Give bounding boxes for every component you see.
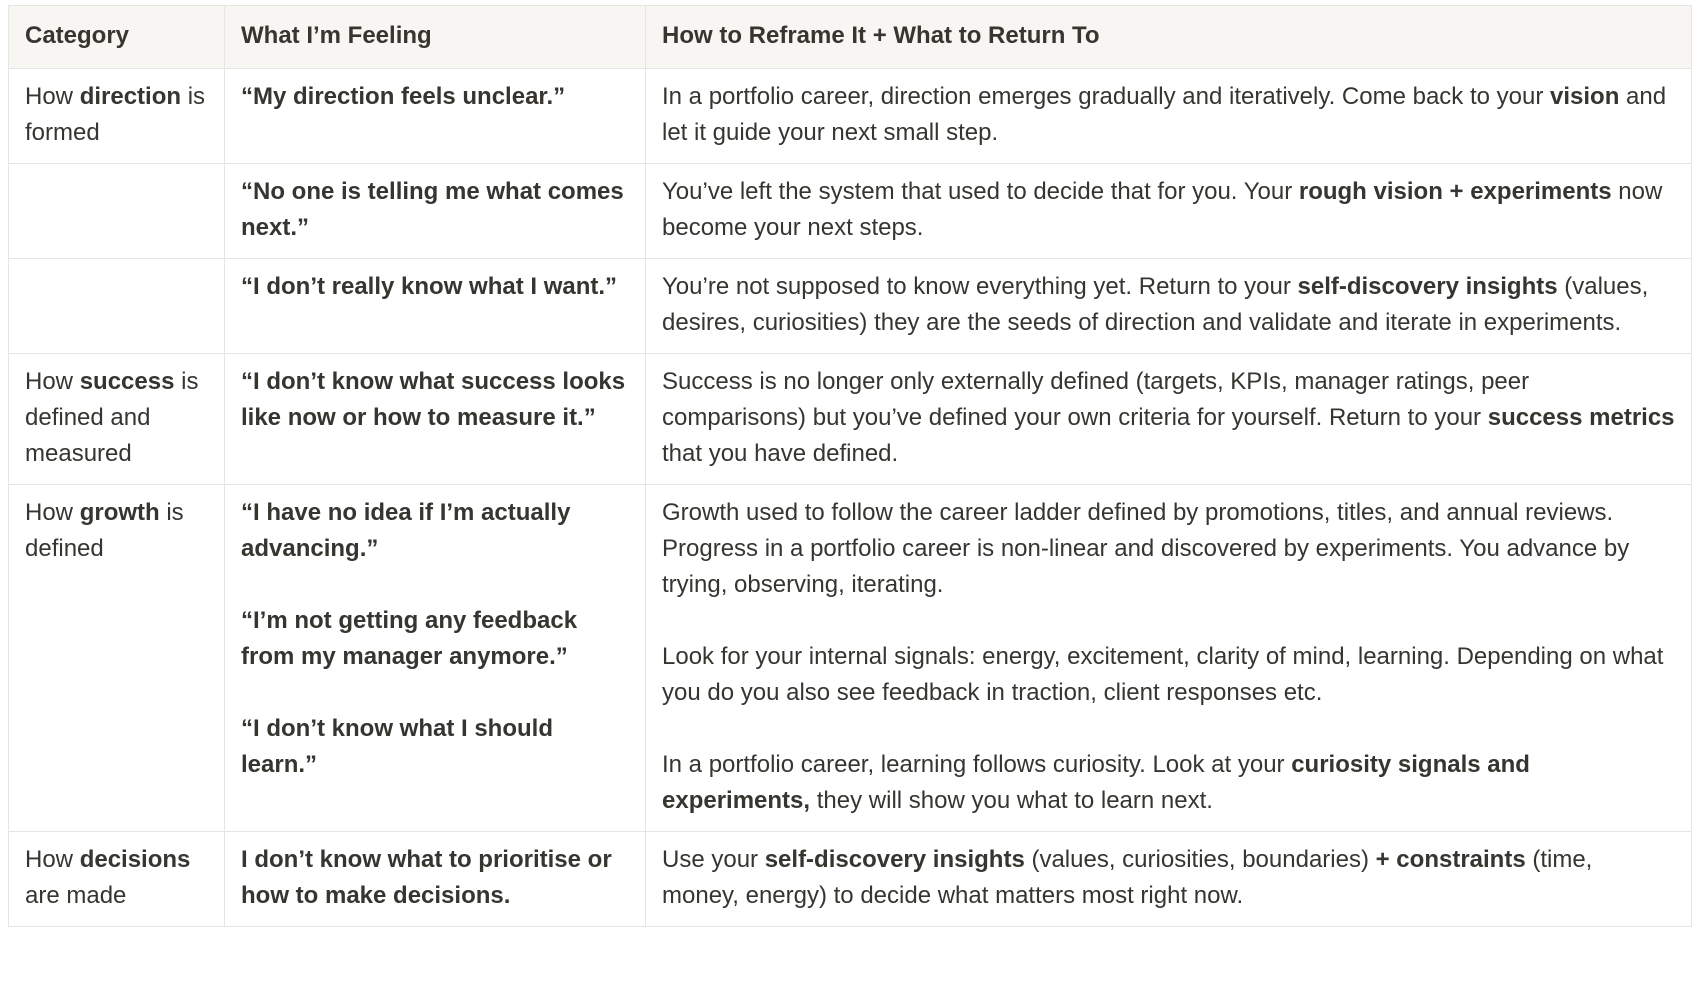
feeling-cell	[225, 354, 646, 485]
feeling-cell	[225, 259, 646, 354]
category-text: How	[25, 846, 80, 873]
reframe-keyword: + constraints	[1375, 846, 1526, 873]
feeling-cell	[225, 485, 646, 832]
reframe-text: Use your	[662, 846, 765, 873]
category-text: How	[25, 83, 80, 110]
reframe-cell	[646, 485, 1692, 832]
reframe-cell	[646, 354, 1692, 485]
reframe-paragraph	[662, 174, 1675, 246]
category-cell	[9, 69, 225, 164]
category-cell	[9, 259, 225, 354]
reframe-text: (values, desires, curiosities) they are the seeds of direction and validate and iterate in experiments.	[662, 273, 1649, 336]
reframe-text: In a portfolio career, learning follows curiosity. Look at your	[662, 751, 1292, 778]
feeling-cell	[225, 164, 646, 259]
reframe-text: now become your next steps.	[662, 178, 1663, 241]
header-category: Category	[9, 6, 225, 69]
reframe-paragraph	[662, 269, 1675, 341]
reframe-keyword: self-discovery insights	[1297, 273, 1558, 300]
category-text: is defined and measured	[25, 368, 199, 467]
reframe-text: they will show you what to learn next.	[810, 787, 1213, 814]
reframe-cell	[646, 69, 1692, 164]
feeling-quote: “No one is telling me what comes next.”	[241, 178, 624, 241]
reframe-paragraph	[662, 364, 1675, 472]
feeling-quote: “I don’t really know what I want.”	[241, 273, 618, 300]
feeling-quote: “My direction feels unclear.”	[241, 83, 566, 110]
reframe-text: You’ve left the system that used to decide that for you. Your	[662, 178, 1299, 205]
table-row	[9, 354, 1692, 485]
reframe-keyword: vision	[1550, 83, 1620, 110]
feeling-quote: I don’t know what to prioritise or how to make decisions.	[241, 846, 612, 909]
category-keyword: growth	[79, 499, 160, 526]
reframe-table	[8, 5, 1692, 927]
category-cell	[9, 164, 225, 259]
reframe-text: (time, money, energy) to decide what matters most right now.	[662, 846, 1593, 909]
category-cell	[9, 832, 225, 927]
category-cell	[9, 354, 225, 485]
reframe-text: In a portfolio career, direction emerges gradually and iteratively. Come back to your	[662, 83, 1550, 110]
reframe-paragraph	[662, 639, 1675, 711]
reframe-paragraph	[662, 495, 1675, 603]
table-row	[9, 259, 1692, 354]
category-text: are made	[25, 882, 127, 909]
reframe-paragraph	[662, 842, 1675, 914]
feeling-cell	[225, 832, 646, 927]
category-text: is defined	[25, 499, 184, 562]
table-row	[9, 69, 1692, 164]
feeling-quote: “I don’t know what success looks like now or how to measure it.”	[241, 368, 626, 431]
category-text: How	[25, 368, 80, 395]
reframe-paragraph	[662, 747, 1675, 819]
reframe-cell	[646, 164, 1692, 259]
reframe-keyword: self-discovery insights	[764, 846, 1025, 873]
reframe-text: You’re not supposed to know everything yet. Return to your	[662, 273, 1298, 300]
reframe-keyword: curiosity signals and experiments,	[662, 751, 1530, 814]
reframe-keyword: rough vision + experiments	[1298, 178, 1612, 205]
reframe-text: that you have defined.	[662, 440, 899, 467]
reframe-keyword: success metrics	[1487, 404, 1675, 431]
reframe-text: Success is no longer only externally defined (targets, KPIs, manager ratings, peer comparisons) but you’ve defined your own criteria for yourself. Return to your	[662, 368, 1530, 431]
category-keyword: decisions	[79, 846, 191, 873]
feeling-quote: “I’m not getting any feedback from my manager anymore.”	[241, 607, 578, 670]
reframe-text: Growth used to follow the career ladder defined by promotions, titles, and annual reviews. Progress in a portfolio career is non-linear and discovered by experiments. You advance by trying, observing, iterating.	[662, 499, 1630, 598]
table-row	[9, 485, 1692, 832]
feeling-cell	[225, 69, 646, 164]
reframe-text: (values, curiosities, boundaries)	[1024, 846, 1376, 873]
category-text: is formed	[25, 83, 206, 146]
category-keyword: success	[79, 368, 175, 395]
header-feeling: What I’m Feeling	[225, 6, 646, 69]
reframe-cell	[646, 832, 1692, 927]
feeling-quote: “I have no idea if I’m actually advancing.”	[241, 499, 571, 562]
reframe-cell	[646, 259, 1692, 354]
feeling-quote: “I don’t know what I should learn.”	[241, 715, 553, 778]
category-text: How	[25, 499, 80, 526]
table-row	[9, 164, 1692, 259]
header-row	[9, 6, 1692, 69]
table-row	[9, 832, 1692, 927]
category-keyword: direction	[79, 83, 182, 110]
reframe-text: and let it guide your next small step.	[662, 83, 1667, 146]
reframe-paragraph	[662, 79, 1675, 151]
reframe-text: Look for your internal signals: energy, excitement, clarity of mind, learning. Depending on what you do you also see feedback in traction, client responses etc.	[662, 643, 1664, 706]
header-reframe: How to Reframe It + What to Return To	[646, 6, 1692, 69]
category-cell	[9, 485, 225, 832]
